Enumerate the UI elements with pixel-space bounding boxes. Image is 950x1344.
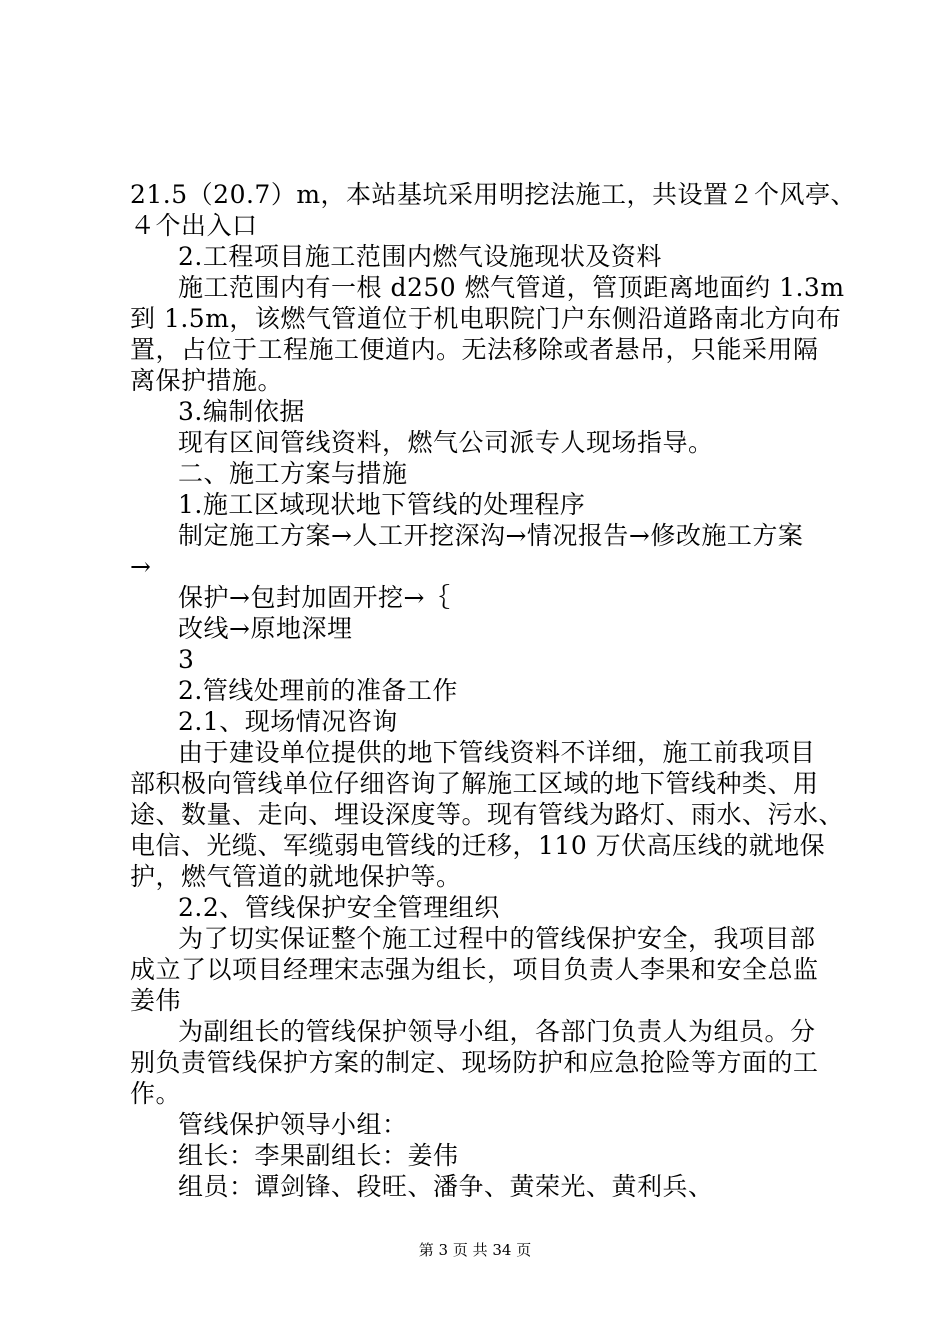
- body-line: 改线→原地深埋: [178, 614, 353, 643]
- section-heading: 2.管线处理前的准备工作: [178, 676, 458, 705]
- section-heading: 2.2、管线保护安全管理组织: [178, 893, 500, 922]
- body-line: 到 1.5m，该燃气管道位于机电职院门户东侧沿道路南北方向布: [130, 304, 842, 333]
- section-heading: 3.编制依据: [178, 397, 305, 426]
- body-line: 施工范围内有一根 d250 燃气管道，管顶距离地面约 1.3m: [178, 273, 845, 302]
- body-line: 成立了以项目经理宋志强为组长，项目负责人李果和安全总监: [130, 955, 819, 984]
- body-line: 组长：李果副组长：姜伟: [178, 1141, 459, 1170]
- body-line: 离保护措施。: [130, 366, 284, 395]
- body-line: →: [130, 552, 152, 581]
- section-heading: 2.工程项目施工范围内燃气设施现状及资料: [178, 242, 662, 271]
- body-line: 姜伟: [130, 986, 182, 1015]
- page-footer: 第 3 页 共 34 页: [418, 1241, 532, 1259]
- body-line: 管线保护领导小组：: [178, 1110, 408, 1139]
- body-line: 组员：谭剑锋、段旺、潘争、黄荣光、黄利兵、: [178, 1172, 714, 1201]
- section-heading: 二、施工方案与措施: [178, 459, 408, 488]
- body-line: 为副组长的管线保护领导小组，各部门负责人为组员。分: [178, 1017, 816, 1046]
- body-line: 护，燃气管道的就地保护等。: [130, 862, 462, 891]
- body-line: 由于建设单位提供的地下管线资料不详细，施工前我项目: [178, 738, 816, 767]
- body-line: 3: [178, 645, 195, 674]
- body-line: 现有区间管线资料，燃气公司派专人现场指导。: [178, 428, 714, 457]
- body-line: 置，占位于工程施工便道内。无法移除或者悬吊，只能采用隔: [130, 335, 819, 364]
- body-line: 别负责管线保护方案的制定、现场防护和应急抢险等方面的工: [130, 1048, 819, 1077]
- body-line: 21.5（20.7）m，本站基坑采用明挖法施工，共设置２个风亭、: [130, 180, 857, 209]
- body-line: 部积极向管线单位仔细咨询了解施工区域的地下管线种类、用: [130, 769, 819, 798]
- body-line: 作。: [130, 1079, 182, 1108]
- body-line: 为了切实保证整个施工过程中的管线保护安全，我项目部: [178, 924, 816, 953]
- body-line: 制定施工方案→人工开挖深沟→情况报告→修改施工方案: [178, 521, 804, 550]
- section-heading: 1.施工区域现状地下管线的处理程序: [178, 490, 586, 519]
- body-line: 保护→包封加固开挖→｛: [178, 583, 451, 612]
- body-line: ４个出入口: [130, 211, 258, 240]
- body-line: 途、数量、走向、埋设深度等。现有管线为路灯、雨水、污水、: [130, 800, 845, 829]
- section-heading: 2.1、现场情况咨询: [178, 707, 398, 736]
- body-line: 电信、光缆、军缆弱电管线的迁移，110 万伏高压线的就地保: [130, 831, 826, 860]
